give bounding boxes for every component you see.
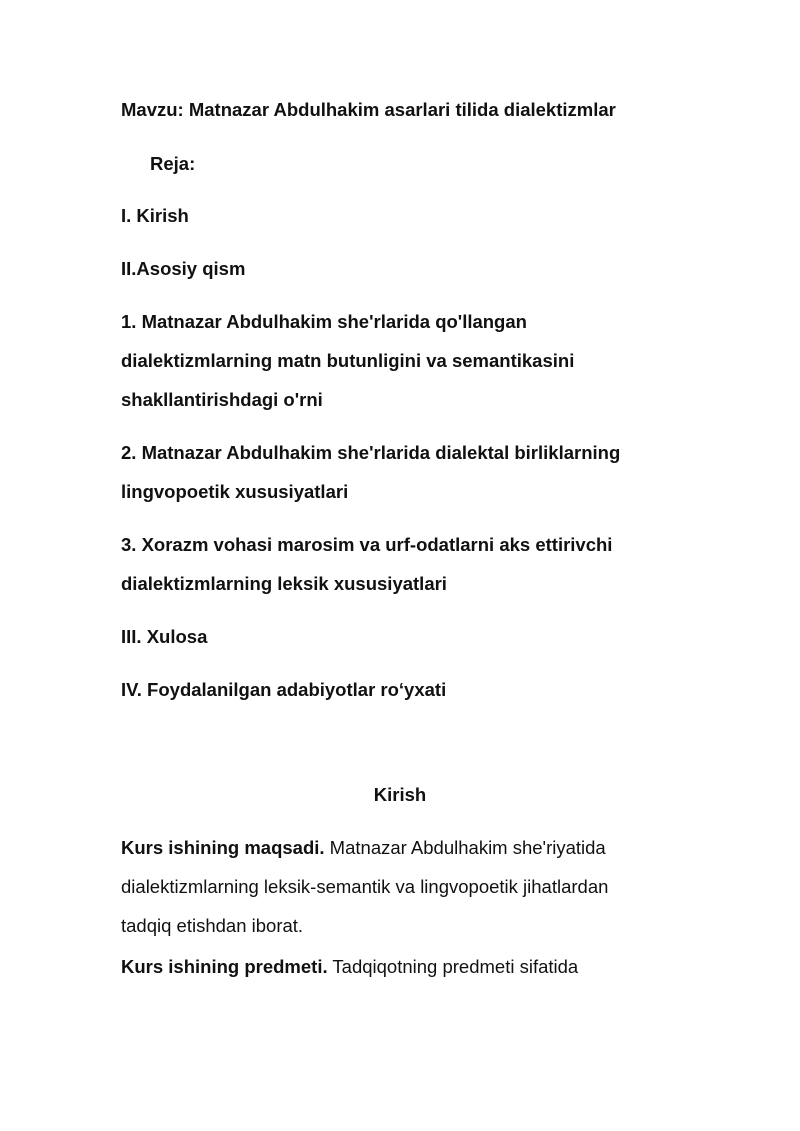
plan-subitem-1-line-1: 1. Matnazar Abdulhakim she'rlarida qo'llangan: [121, 311, 527, 332]
subject-text: Tadqiqotning predmeti sifatida: [327, 956, 579, 977]
subject-label: Kurs ishining predmeti.: [121, 956, 328, 977]
goal-text-1: Matnazar Abdulhakim she'riyatida: [324, 837, 606, 858]
plan-subitem-2-line-2: lingvopoetik xususiyatlari: [121, 481, 349, 502]
topic-line: Mavzu: Matnazar Abdulhakim asarlari tilida dialektizmlar: [121, 99, 616, 120]
goal-paragraph-line-3: tadqiq etishdan iborat.: [121, 915, 304, 936]
goal-label: Kurs ishining maqsadi.: [121, 837, 325, 858]
plan-subitem-1-line-3: shakllantirishdagi o'rni: [121, 389, 323, 410]
goal-paragraph-line-1: [121, 837, 606, 859]
plan-item-conclusion: III. Xulosa: [121, 626, 208, 647]
plan-subitem-2-line-1: 2. Matnazar Abdulhakim she'rlarida dialektal birliklarning: [121, 442, 621, 463]
section-heading-intro: Kirish: [373, 784, 427, 805]
plan-item-main: II.Asosiy qism: [121, 258, 246, 279]
plan-item-intro: I. Kirish: [121, 205, 189, 226]
subject-paragraph-line-1: [121, 956, 578, 978]
plan-item-references: IV. Foydalanilgan adabiyotlar ro‘yxati: [121, 679, 447, 700]
goal-paragraph-line-2: dialektizmlarning leksik-semantik va lingvopoetik jihatlardan: [121, 876, 609, 897]
plan-title: Reja:: [150, 153, 196, 174]
plan-subitem-3-line-1: 3. Xorazm vohasi marosim va urf-odatlarni aks ettirivchi: [121, 534, 613, 555]
plan-subitem-1-line-2: dialektizmlarning matn butunligini va semantikasini: [121, 350, 575, 371]
plan-subitem-3-line-2: dialektizmlarning leksik xususiyatlari: [121, 573, 447, 594]
